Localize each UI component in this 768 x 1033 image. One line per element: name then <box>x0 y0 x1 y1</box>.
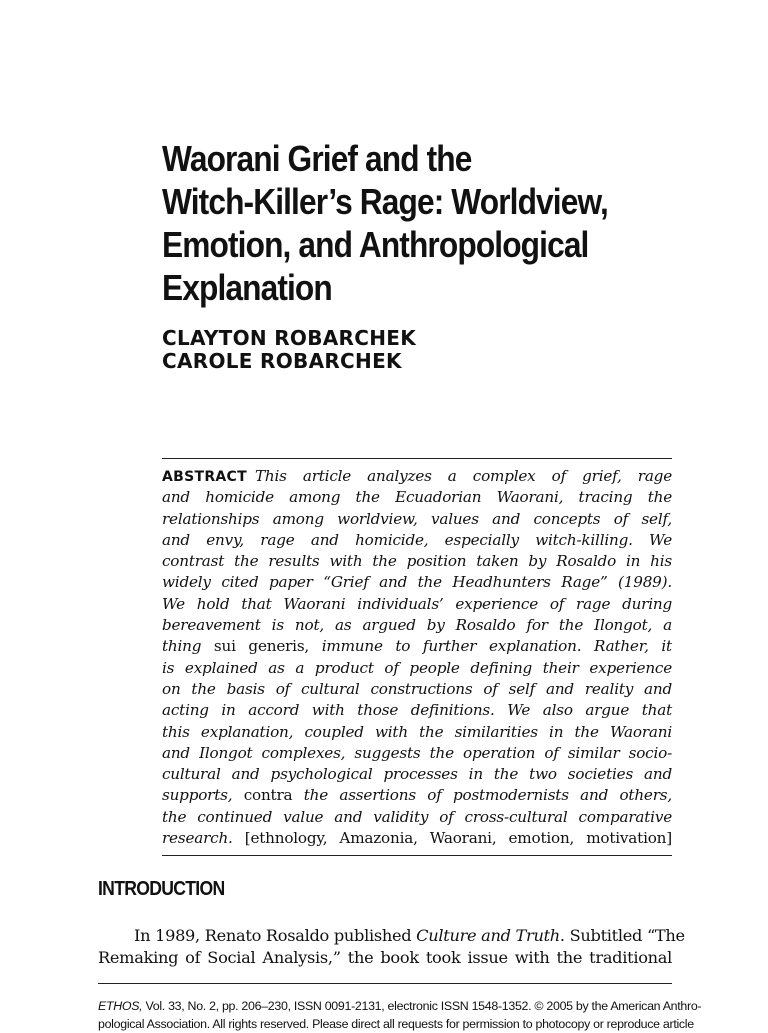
abstract-line: and homicide among the Ecuadorian Waorani, tracing the <box>162 488 672 507</box>
abstract-top-rule <box>162 458 672 459</box>
section-heading: INTRODUCTION <box>98 878 225 900</box>
abstract-line: and envy, rage and homicide, especially witch-killing. We <box>162 530 672 549</box>
body-text: . Subtitled “The <box>559 926 685 945</box>
abstract-text: immune to further explanation. Rather, it <box>321 637 672 656</box>
body-text: In 1989, Renato Rosaldo published <box>134 926 412 945</box>
abstract-line: on the basis of cultural constructions of self and reality and <box>162 679 672 698</box>
abstract-line: contrast the results with the position taken by Rosaldo in his <box>162 552 672 571</box>
footer-text: Vol. 33, No. 2, pp. 206–230, ISSN 0091-2131, electronic ISSN 1548-1352. © 2005 by the American Anthro- <box>145 999 702 1013</box>
title-line: Explanation <box>162 267 332 308</box>
abstract-line: bereavement is not, as argued by Rosaldo for the Ilongot, a <box>162 616 672 635</box>
abstract-label: ABSTRACT <box>162 469 247 485</box>
abstract-line: the continued value and validity of cross-cultural comparative <box>162 807 672 826</box>
abstract-line: We hold that Waorani individuals’ experience of rage during <box>162 594 672 613</box>
abstract-line <box>162 785 672 806</box>
abstract-line: cultural and psychological processes in the two societies and <box>162 765 672 784</box>
abstract-bottom-rule <box>162 855 672 856</box>
abstract-roman-term: contra <box>243 786 293 805</box>
abstract-text: thing <box>162 637 202 656</box>
article-title <box>162 137 620 309</box>
abstract-text: research. <box>162 829 233 848</box>
body-line: Remaking of Social Analysis,” the book took issue with the traditional <box>98 947 672 967</box>
abstract-line: is explained as a product of people defining their experience <box>162 658 672 677</box>
abstract-roman-term: sui generis, <box>213 637 310 656</box>
book-title: Culture and Truth <box>416 926 560 945</box>
abstract-text: the assertions of postmodernists and others, <box>303 786 672 805</box>
title-line: Waorani Grief and the <box>162 138 472 179</box>
author-name: CLAYTON ROBARCHEK <box>162 326 417 350</box>
author-list <box>162 327 416 373</box>
journal-name: ETHOS, <box>98 999 143 1013</box>
abstract-line <box>162 636 672 657</box>
abstract-text: This article analyzes a complex of grief, rage <box>254 467 672 485</box>
abstract-text: supports, <box>162 786 233 805</box>
author-name: CAROLE ROBARCHEK <box>162 349 402 373</box>
abstract-line: acting in accord with those definitions. We also argue that <box>162 701 672 720</box>
body-paragraph <box>98 925 685 968</box>
footer-rule <box>98 983 672 984</box>
footer-citation <box>98 997 702 1033</box>
body-line <box>98 925 685 947</box>
abstract-block <box>162 466 672 849</box>
abstract-keywords: [ethnology, Amazonia, Waorani, emotion, motivation] <box>244 829 672 848</box>
abstract-line: widely cited paper “Grief and the Headhunters Rage” (1989). <box>162 573 672 592</box>
title-line: Emotion, and Anthropological <box>162 224 589 265</box>
abstract-line <box>162 828 672 849</box>
abstract-line: this explanation, coupled with the similarities in the Waorani <box>162 722 672 741</box>
abstract-line <box>162 466 672 487</box>
abstract-line: and Ilongot complexes, suggests the operation of similar socio- <box>162 743 672 762</box>
footer-line: pological Association. All rights reserved. Please direct all requests for permission to photocopy or reproduce article <box>98 1017 694 1031</box>
footer-line <box>98 997 702 1015</box>
title-line: Witch-Killer’s Rage: Worldview, <box>162 181 608 222</box>
abstract-line: relationships among worldview, values and concepts of self, <box>162 509 672 528</box>
